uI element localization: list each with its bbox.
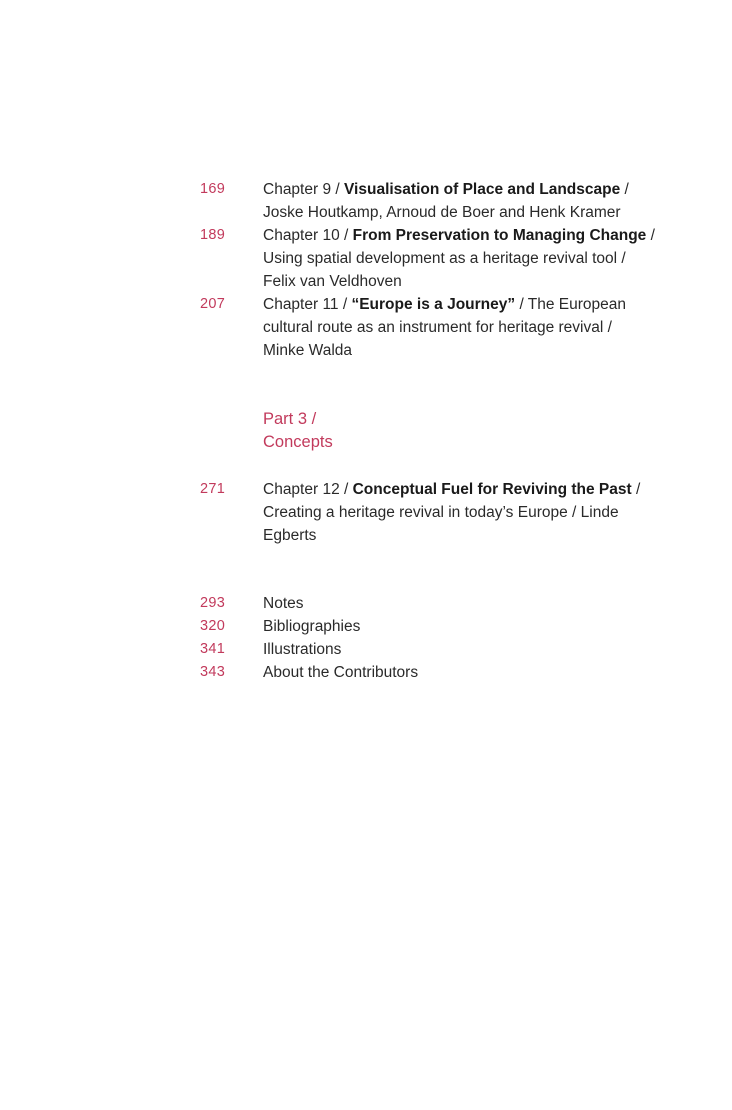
part-title: Concepts: [263, 433, 333, 451]
chapter-label: Chapter 10 /: [263, 227, 353, 244]
page-number: 293: [200, 595, 226, 611]
toc-entry-about-contributors[interactable]: [200, 661, 660, 684]
chapter-title: “Europe is a Journey”: [351, 296, 516, 313]
page-number: 341: [200, 641, 226, 657]
entry-text: [263, 178, 655, 224]
spacer: [200, 547, 660, 592]
part-number: Part 3 /: [263, 410, 317, 428]
toc-entry-illustrations[interactable]: [200, 638, 660, 661]
entry-label: About the Contributors: [263, 664, 419, 681]
page-number: 271: [200, 481, 226, 497]
table-of-contents: [200, 178, 660, 684]
entry-text: [263, 224, 655, 293]
part-heading: [263, 408, 660, 454]
toc-entry-chapter-10[interactable]: [200, 224, 660, 293]
toc-entry-chapter-12[interactable]: [200, 478, 660, 547]
chapter-subtitle-authors: / Creating a heritage revival in today’s Europe / Linde Egberts: [263, 481, 641, 544]
toc-entry-bibliographies[interactable]: [200, 615, 660, 638]
chapter-subtitle-authors: / Joske Houtkamp, Arnoud de Boer and Henk Kramer: [263, 181, 629, 221]
entry-label: Notes: [263, 595, 304, 612]
toc-entry-chapter-9[interactable]: [200, 178, 660, 224]
entry-text: [263, 293, 655, 362]
page-number: 207: [200, 296, 226, 312]
chapter-subtitle-authors: / Using spatial development as a heritage revival tool / Felix van Veldhoven: [263, 227, 655, 290]
entry-text: [263, 478, 655, 547]
chapter-label: Chapter 11 /: [263, 296, 352, 313]
chapter-title: From Preservation to Managing Change: [352, 227, 647, 244]
page-number: 320: [200, 618, 226, 634]
page-number: 189: [200, 227, 226, 243]
chapter-title: Conceptual Fuel for Reviving the Past: [352, 481, 632, 498]
page-number: 343: [200, 664, 226, 680]
spacer: [200, 454, 660, 478]
chapter-subtitle-authors: / The European cultural route as an instrument for heritage revival / Minke Walda: [263, 296, 627, 359]
chapter-label: Chapter 12 /: [263, 481, 353, 498]
toc-entry-notes[interactable]: [200, 592, 660, 615]
toc-entry-chapter-11[interactable]: [200, 293, 660, 362]
entry-label: Bibliographies: [263, 618, 361, 635]
page-number: 169: [200, 181, 226, 197]
chapter-label: Chapter 9 /: [263, 181, 344, 198]
chapter-title: Visualisation of Place and Landscape: [344, 181, 621, 198]
entry-label: Illustrations: [263, 641, 342, 658]
